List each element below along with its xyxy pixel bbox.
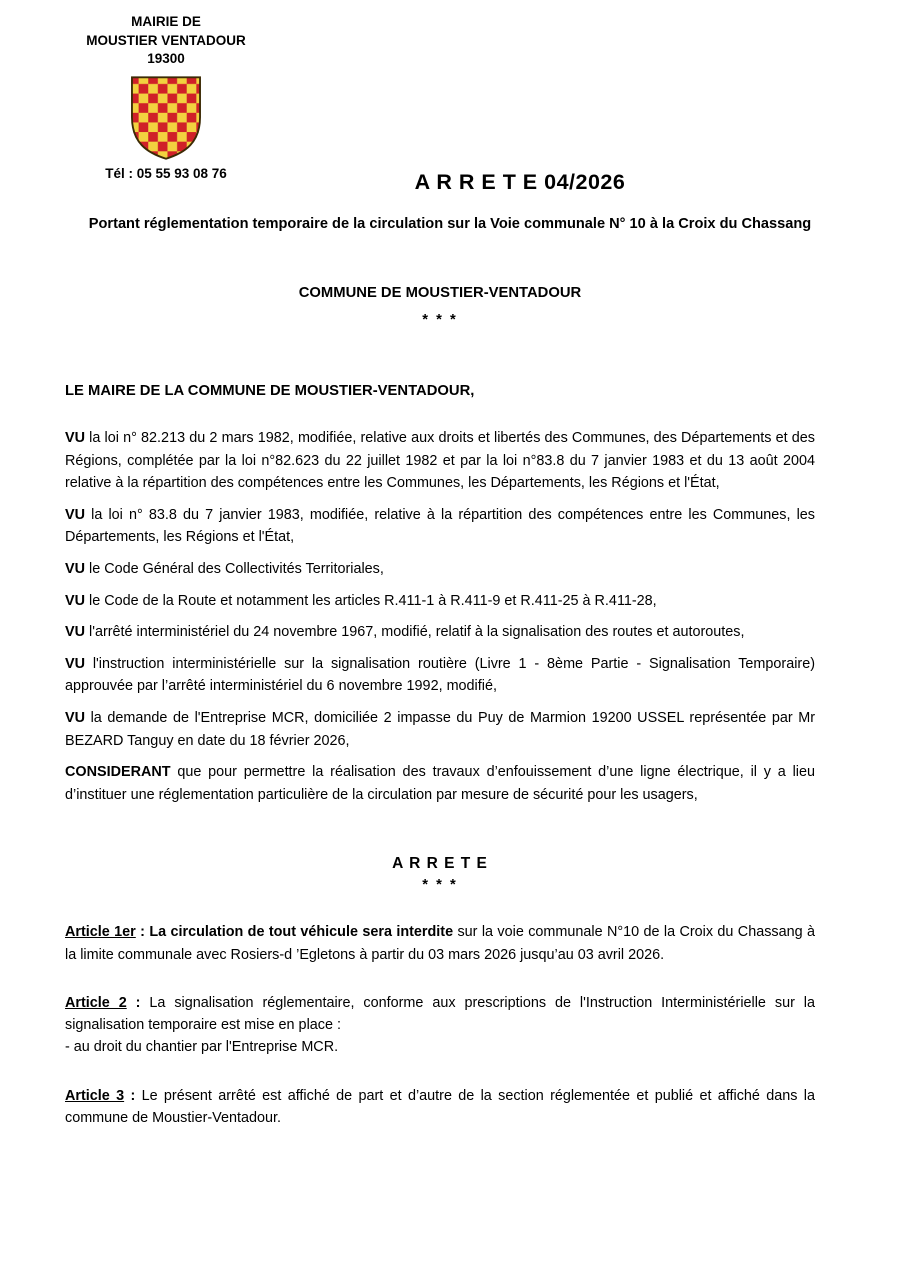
recital-vu-5 <box>65 621 815 643</box>
crest-shield-icon <box>129 74 203 162</box>
opening-line: LE MAIRE DE LA COMMUNE DE MOUSTIER-VENTADOUR, <box>65 383 475 399</box>
recital-vu-1 <box>65 427 815 494</box>
article-3 <box>65 1085 815 1130</box>
recital-label: VU <box>65 710 85 727</box>
recital-vu-3 <box>65 558 815 580</box>
recital-text: la loi n° 82.213 du 2 mars 1982, modifiée, relative aux droits et libertés des Communes, des Départements et des Régions, complétée par la loi n°82.623 du 22 juillet 1982 et par la loi n°83.8 du 7 janvier 1983 et du 13 août 2004 relative à la répartition des compétences entre les Communes, les Départements, les Régions et l'État, <box>65 430 815 491</box>
recital-label: VU <box>65 656 85 673</box>
stars-separator-mid: * * * <box>422 877 458 894</box>
arrete-heading: A R R E T E <box>392 854 488 872</box>
recital-considerant <box>65 761 815 806</box>
subtitle: Portant réglementation temporaire de la circulation sur la Voie communale N° 10 à la Croix du Chassang <box>88 216 812 232</box>
letterhead-name-line1: MAIRIE DE <box>131 14 201 29</box>
document-body <box>65 380 815 1129</box>
recital-label: VU <box>65 506 85 523</box>
recital-text: la loi n° 83.8 du 7 janvier 1983, modifiée, relative à la répartition des compétences entre les Communes, les Départements, les Régions et l'État, <box>65 506 815 545</box>
article-2-text: La signalisation réglementaire, conforme aux prescriptions de l'Instruction Interministérielle sur la signalisation temporaire est mise en place : <box>65 994 815 1034</box>
recital-text: le Code Général des Collectivités Territoriales, <box>85 560 384 577</box>
article-2-subitem: - au droit du chantier par l'Entreprise MCR. <box>65 1039 339 1056</box>
article-3-text: Le présent arrêté est affiché de part et d’autre de la section réglementée et publié et affiché dans la commune de Moustier-Ventadour. <box>65 1087 815 1127</box>
recital-vu-7 <box>65 707 815 752</box>
article-1-separator: : <box>135 924 150 941</box>
article-1-label: Article 1er <box>65 924 136 941</box>
recital-vu-6 <box>65 653 815 698</box>
article-1-text: sur la voie communale N°10 de la Croix du Chassang à la limite communale avec Rosiers-d ’Egletons à partir du 03 mars 2026 jusqu’au 03 avril 2026. <box>65 924 815 963</box>
recital-text: que pour permettre la réalisation des travaux d’enfouissement d’une ligne électrique, il y a lieu d’instituer une réglementation particulière de la circulation par mesure de sécurité pour les usagers, <box>65 764 815 803</box>
page-title: A R R E T E 04/2026 <box>414 170 626 194</box>
commune-line: COMMUNE DE MOUSTIER-VENTADOUR <box>298 285 582 301</box>
article-1-bold-text: La circulation de tout véhicule sera interdite <box>149 924 454 941</box>
letterhead-phone: Tél : 05 55 93 08 76 <box>105 165 227 181</box>
letterhead-name-line2: MOUSTIER VENTADOUR <box>86 32 246 48</box>
article-2-label: Article 2 <box>65 994 127 1011</box>
recital-text: l'arrêté interministériel du 24 novembre 1967, modifié, relatif à la signalisation des routes et autoroutes, <box>85 624 745 641</box>
recital-label: VU <box>65 624 85 641</box>
crest-shield-outline <box>132 77 200 158</box>
recital-vu-2 <box>65 504 815 549</box>
article-1 <box>65 921 815 966</box>
article-2-separator: : <box>126 994 150 1011</box>
article-2 <box>65 992 815 1037</box>
recital-text: la demande de l'Entreprise MCR, domiciliée 2 impasse du Puy de Marmion 19200 USSEL représentée par Mr BEZARD Tanguy en date du 18 février 2026, <box>65 710 815 749</box>
letterhead <box>58 13 274 183</box>
recital-label: VU <box>65 592 85 609</box>
recital-label: CONSIDERANT <box>65 764 171 781</box>
article-3-separator: : <box>124 1087 142 1104</box>
recital-text: le Code de la Route et notamment les articles R.411-1 à R.411-9 et R.411-25 à R.411-28, <box>85 592 657 609</box>
stars-separator-top: * * * <box>422 312 458 328</box>
recital-label: VU <box>65 560 85 577</box>
recital-vu-4 <box>65 590 815 612</box>
letterhead-postcode: 19300 <box>147 51 185 66</box>
recital-label: VU <box>65 430 85 447</box>
recital-text: l'instruction interministérielle sur la signalisation routière (Livre 1 - 8ème Partie - Signalisation Temporaire) approuvée par l’arrêté interministériel du 6 novembre 1992, modifié, <box>65 656 815 695</box>
article-3-label: Article 3 <box>65 1087 125 1104</box>
